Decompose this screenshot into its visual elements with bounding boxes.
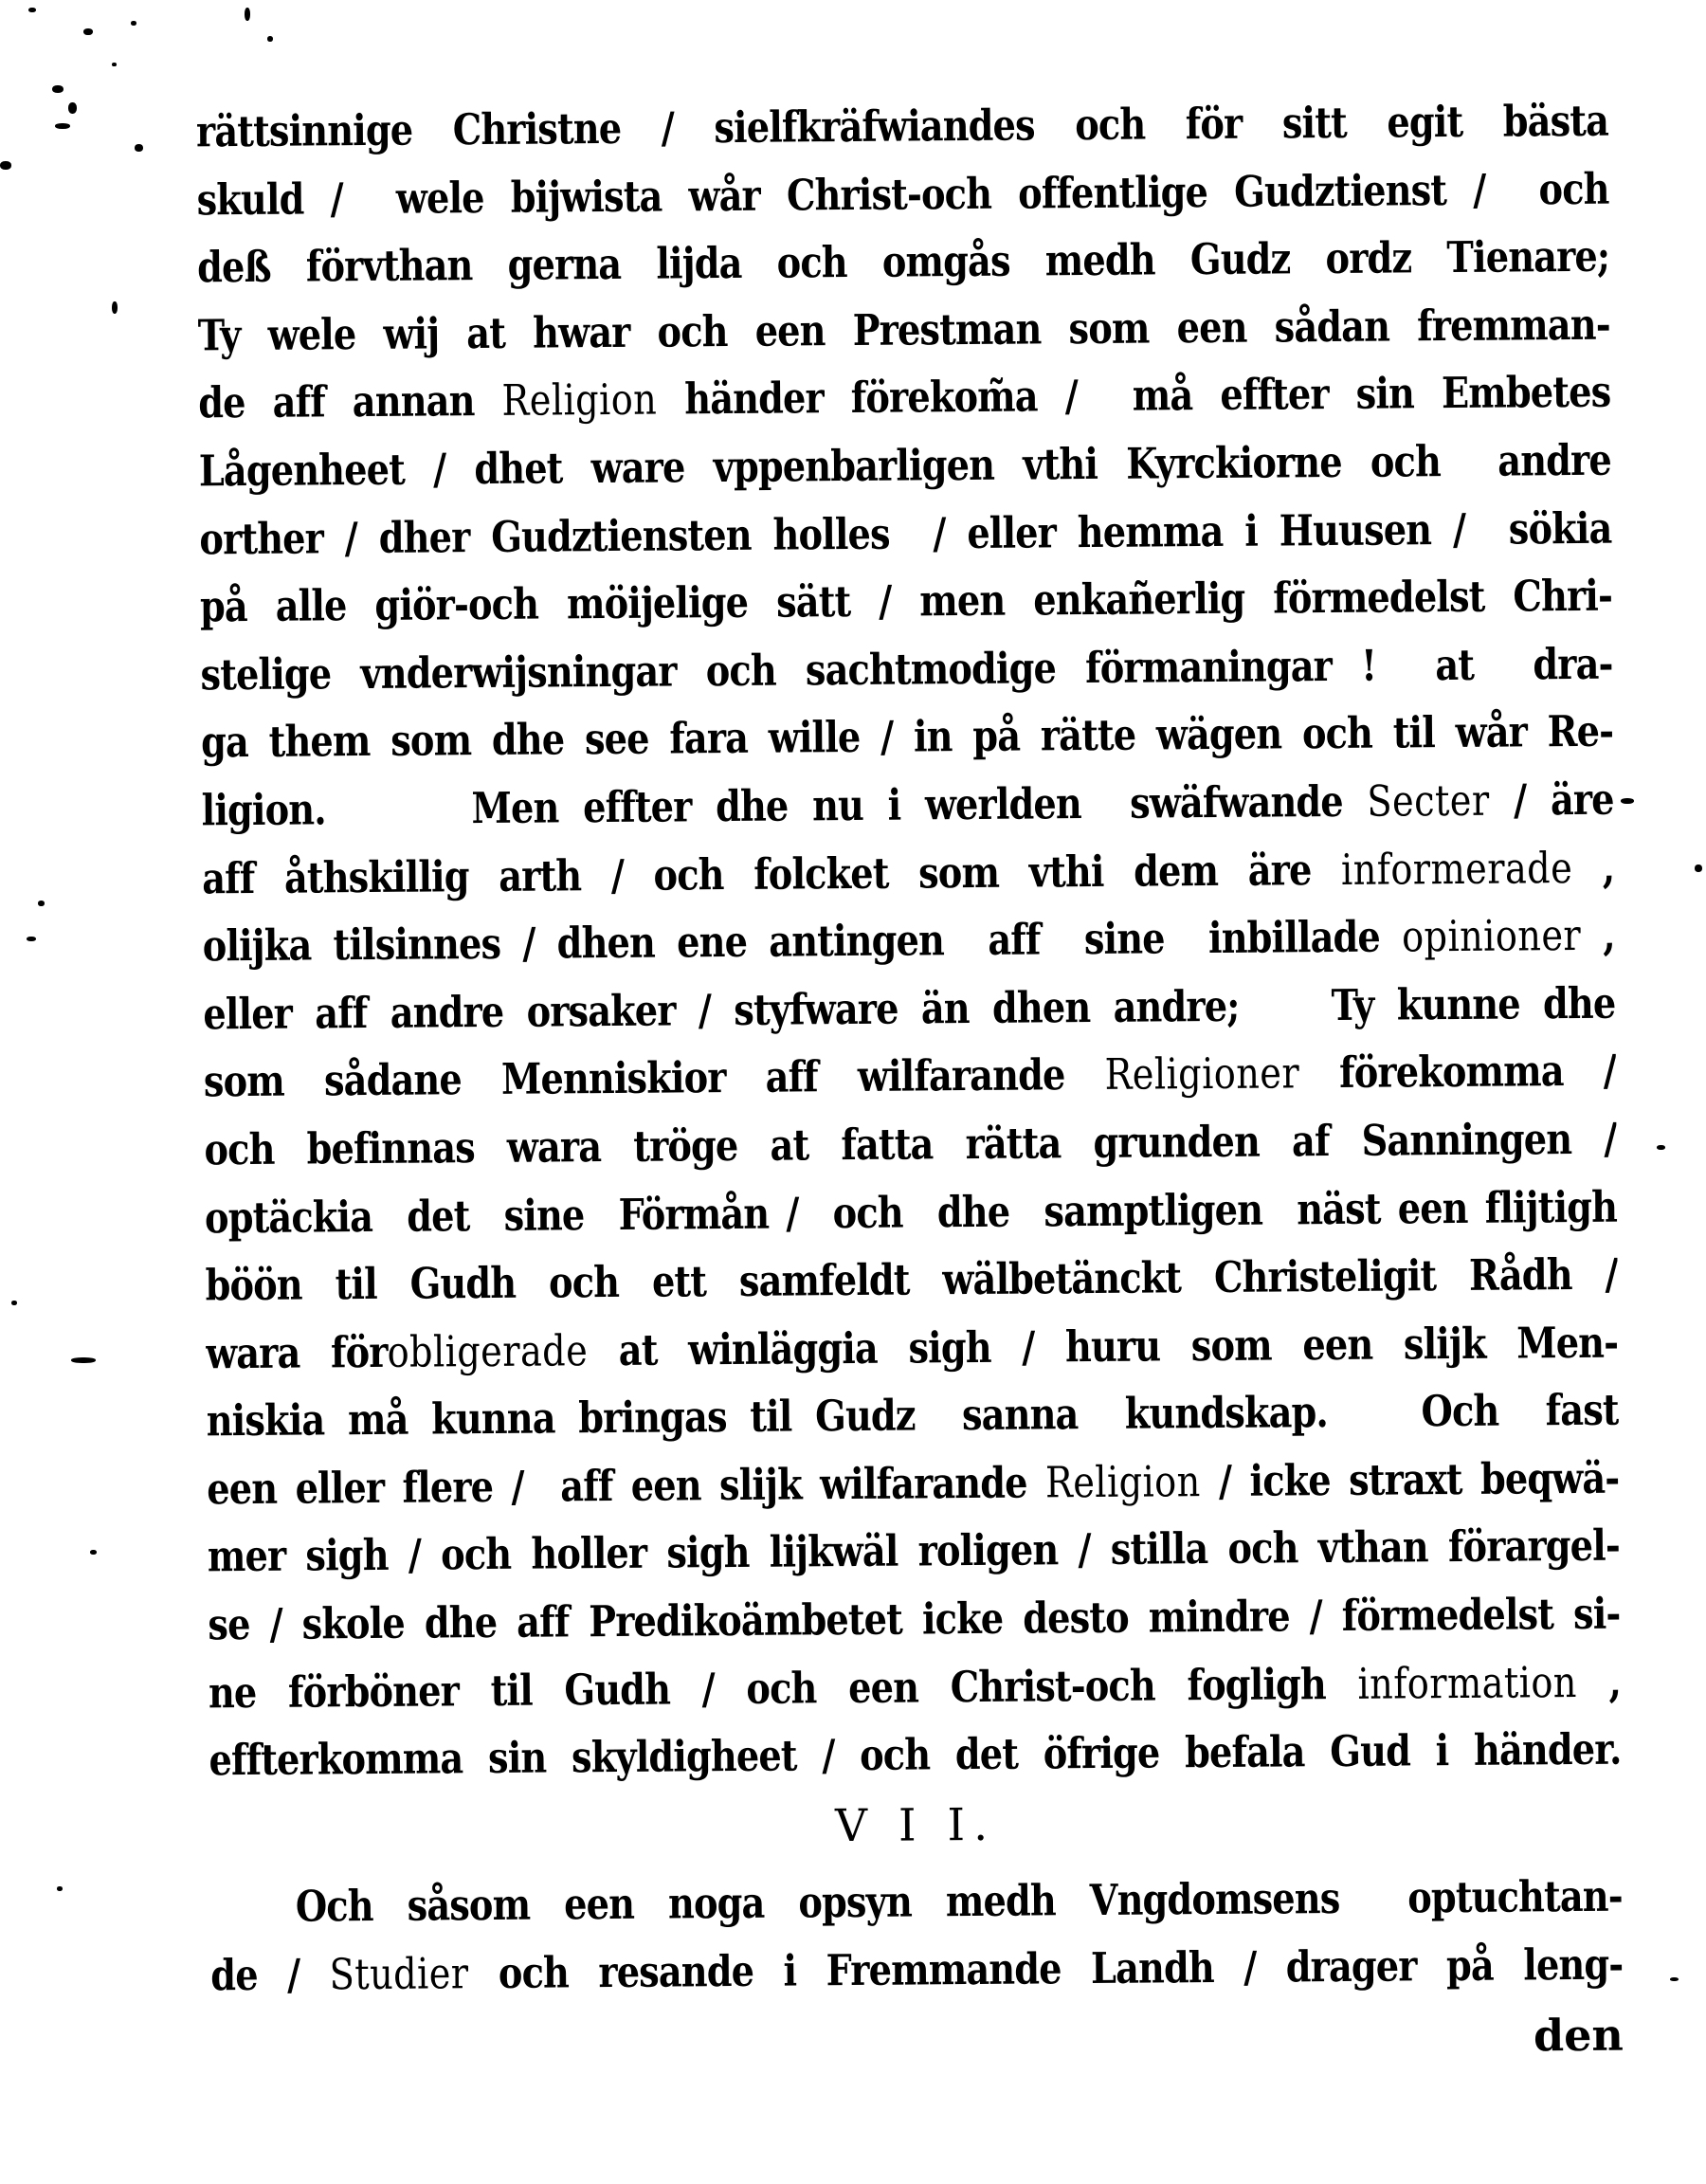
text-line <box>198 358 1611 437</box>
text-line <box>196 87 1609 166</box>
text-line <box>200 562 1613 641</box>
ink-speck <box>1621 798 1634 804</box>
text-segment-fraktur: rättsinnige Christne / sielfkräfwiandes och för sitt egit bästa <box>195 95 1609 157</box>
text-segment-antiqua: informerade <box>1340 842 1573 895</box>
text-line <box>197 223 1610 301</box>
text-line <box>209 1863 1623 1941</box>
text-segment-fraktur: effterkomma sin skyldigheet / och det öfrige befala Gud i händer. <box>209 1723 1622 1786</box>
text-segment-fraktur: och befinnas wara tröge at fatta rätta grunden af Sanningen / <box>204 1113 1617 1175</box>
ink-speck <box>267 36 273 42</box>
catchword: den <box>1533 2009 1624 2062</box>
text-line <box>206 1376 1619 1455</box>
text-segment-antiqua: information <box>1357 1656 1578 1709</box>
text-line <box>209 1647 1622 1726</box>
text-segment-fraktur: orther / dher Gudztiensten holles / eller hemma i Huusen / sökia <box>199 502 1612 564</box>
text-line <box>201 698 1614 776</box>
text-segment-antiqua: obligerade <box>387 1324 589 1377</box>
text-line <box>204 1037 1617 1116</box>
text-segment-fraktur: , <box>1580 909 1615 961</box>
text-segment-fraktur: een eller flere / aff een slijk wilfarande <box>207 1457 1046 1515</box>
text-segment-fraktur: eller aff andre orsaker / styfware än dhen andre; Ty kunne dhe <box>203 977 1616 1040</box>
ink-speck <box>1695 864 1702 872</box>
ink-speck <box>135 144 143 152</box>
text-segment-fraktur: mer sigh / och holler sigh lijkwäl roligen / stilla och vthan förargel- <box>207 1520 1621 1582</box>
text-line <box>208 1580 1621 1659</box>
ink-speck <box>38 901 45 906</box>
text-segment-fraktur: böön til Gudh och ett samfeldt wälbetänckt Christeligit Rådh / <box>205 1248 1618 1311</box>
ink-speck <box>0 161 11 170</box>
text-segment-fraktur: at winläggia sigh / huru som een slijk Men- <box>587 1317 1619 1375</box>
text-line <box>201 766 1614 845</box>
ink-speck <box>27 937 36 941</box>
text-segment-fraktur: som sådane Menniskior aff wilfarande <box>203 1049 1105 1107</box>
text-segment-fraktur: de / <box>210 1948 330 2000</box>
ink-speck <box>57 1886 63 1891</box>
text-segment-fraktur: Ty wele wij at hwar och een Prestman som een sådan fremman- <box>197 299 1610 361</box>
text-segment-antiqua: Religion <box>501 373 658 427</box>
text-segment-fraktur: ligion. Men effter dhe nu i werlden swäfwande <box>201 775 1368 836</box>
ink-speck <box>90 1550 97 1555</box>
text-segment-fraktur: se / skole dhe aff Predikoämbetet icke desto mindre / förmedelst si- <box>208 1588 1621 1650</box>
section-heading: V I I. <box>834 1798 997 1853</box>
ink-speck <box>112 301 118 314</box>
ink-speck <box>131 21 136 26</box>
text-line <box>203 969 1616 1047</box>
text-line <box>200 629 1613 708</box>
text-segment-fraktur: och resande i Fremmande Landh / drager på leng- <box>468 1938 1624 1998</box>
text-segment-antiqua: Religion <box>1044 1456 1201 1508</box>
text-line <box>202 833 1615 912</box>
ink-speck <box>83 28 93 35</box>
text-segment-antiqua: Religioner <box>1104 1047 1300 1101</box>
text-segment-fraktur: aff åthskillig arth / och folcket som vthi dem äre <box>202 844 1342 903</box>
text-line <box>204 1105 1617 1184</box>
text-segment-antiqua: Studier <box>329 1947 469 1999</box>
text-line <box>205 1173 1618 1251</box>
text-segment-fraktur: , <box>1576 1656 1622 1707</box>
ink-speck <box>28 8 36 12</box>
text-segment-fraktur: Och såsom een noga opsyn medh Vngdomsens optuchtan- <box>295 1870 1623 1932</box>
text-line <box>199 494 1612 573</box>
text-segment-antiqua: opinioner <box>1401 910 1582 962</box>
ink-speck <box>11 1301 17 1305</box>
text-segment-fraktur: olijka tilsinnes / dhen ene antingen aff sine inbillade <box>202 911 1403 972</box>
text-segment-antiqua: Secter <box>1367 774 1490 827</box>
text-line <box>209 1716 1622 1794</box>
text-line <box>210 1930 1624 2009</box>
text-segment-fraktur: wara för <box>205 1326 388 1379</box>
paragraph-2 <box>209 1861 1706 2010</box>
text-segment-fraktur: / äre <box>1489 774 1614 826</box>
text-line <box>203 901 1616 980</box>
ink-speck <box>112 63 117 66</box>
ink-speck <box>1670 1977 1679 1981</box>
text-segment-fraktur: ga them som dhe see fara wille / in på rätte wägen och til wår Re- <box>200 706 1614 768</box>
ink-speck <box>245 8 250 21</box>
text-segment-fraktur: på alle giör-och möijelige sätt / men enkañerlig förmedelst Chri- <box>199 570 1613 632</box>
text-line <box>196 155 1609 233</box>
text-segment-fraktur: skuld / wele bijwista wår Christ-och offentlige Gudztienst / och <box>196 163 1609 226</box>
ink-speck <box>1657 1145 1665 1150</box>
text-segment-fraktur: stelige vnderwijsningar och sachtmodige förmaningar ! at dra- <box>200 638 1613 701</box>
text-line <box>207 1445 1620 1523</box>
text-segment-fraktur: deß förvthan gerna lijda och omgås medh Gudz ordz Tienare; <box>196 230 1610 293</box>
text-segment-fraktur: , <box>1571 842 1615 893</box>
text-line <box>199 427 1612 505</box>
paragraph-1 <box>196 85 1706 1795</box>
text-line <box>197 290 1610 369</box>
text-segment-fraktur: optäckia det sine Förmån / och dhe samptligen näst een flijtigh <box>204 1181 1618 1243</box>
text-line <box>206 1308 1619 1387</box>
text-segment-fraktur: händer förekom̃a / må effter sin Embetes <box>657 367 1611 425</box>
text-segment-fraktur: Lågenheet / dhet ware vppenbarligen vthi Kyrckiorne och andre <box>198 434 1612 497</box>
text-segment-fraktur: niskia må kunna bringas til Gudz sanna kundskap. Och fast <box>206 1384 1619 1447</box>
text-segment-fraktur: förekomma / <box>1298 1045 1617 1099</box>
text-line <box>205 1241 1618 1320</box>
ink-speck <box>52 85 64 93</box>
text-line <box>208 1512 1621 1591</box>
ink-speck <box>71 1357 96 1363</box>
ink-speck <box>68 102 77 114</box>
ink-speck <box>55 123 70 129</box>
text-segment-fraktur: ne förböner til Gudh / och een Christ-och fogligh <box>208 1658 1358 1719</box>
text-segment-fraktur: / icke straxt beqwä- <box>1200 1452 1620 1507</box>
text-segment-fraktur: de aff annan <box>198 375 502 428</box>
